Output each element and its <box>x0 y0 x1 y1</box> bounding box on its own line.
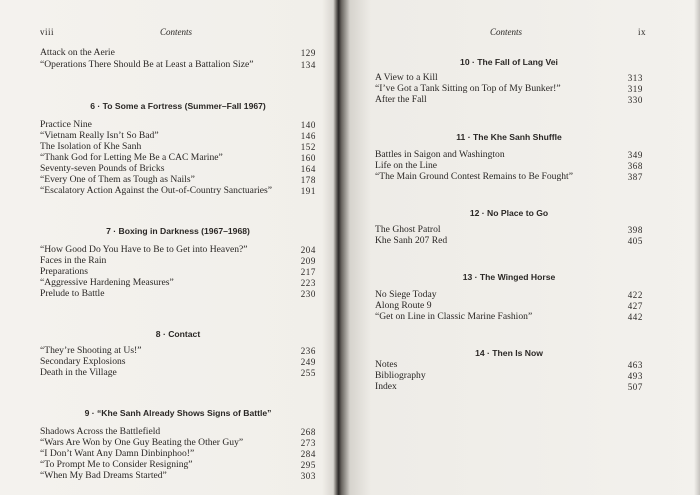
entry-page: 249 <box>300 357 316 367</box>
entry-title: A View to a Kill <box>375 72 438 83</box>
entry-page: 507 <box>627 382 643 392</box>
page-edge-shadow <box>694 0 700 495</box>
chapter-heading: 7 · Boxing in Darkness (1967–1968) <box>106 226 250 236</box>
entry-title: No Siege Today <box>375 289 437 300</box>
entry-title: Practice Nine <box>40 119 92 130</box>
entry-title: “They’re Shooting at Us!” <box>40 345 142 356</box>
entry-title: “The Main Ground Contest Remains to Be Fought” <box>375 171 573 182</box>
entry-title: Death in the Village <box>40 367 117 378</box>
entry-page: 330 <box>627 95 643 105</box>
entry-page: 493 <box>627 371 643 381</box>
entry-page: 209 <box>300 256 316 266</box>
entry-title: “Every One of Them as Tough as Nails” <box>40 174 195 185</box>
entry-title: “Wars Are Won by One Guy Beating the Other Guy” <box>40 437 244 448</box>
entry-page: 398 <box>627 225 643 235</box>
entry-page: 140 <box>300 120 316 130</box>
left-folio: viii <box>40 27 55 37</box>
entry-page: 303 <box>300 471 316 481</box>
entry-page: 178 <box>300 175 316 185</box>
entry-title: “I’ve Got a Tank Sitting on Top of My Bunker!” <box>375 83 561 94</box>
entry-title: Battles in Saigon and Washington <box>375 149 505 160</box>
entry-title: “When My Bad Dreams Started” <box>40 470 167 481</box>
entry-page: 230 <box>300 289 316 299</box>
chapter-heading: 12 · No Place to Go <box>469 208 549 218</box>
right-running-head: Contents <box>490 27 523 37</box>
entry-page: 191 <box>300 186 316 196</box>
entry-page: 463 <box>627 360 643 370</box>
chapter-heading: 13 · The Winged Horse <box>462 272 556 282</box>
chapter-heading: 14 · Then Is Now <box>475 348 543 358</box>
left-page <box>0 0 336 495</box>
entry-title: “How Good Do You Have to Be to Get into Heaven?” <box>40 244 248 255</box>
entry-page: 134 <box>300 60 316 70</box>
left-running-head: Contents <box>160 27 193 37</box>
entry-page: 422 <box>627 290 643 300</box>
entry-page: 146 <box>300 131 316 141</box>
entry-page: 129 <box>300 48 316 58</box>
entry-title: Preparations <box>40 266 88 277</box>
entry-page: 268 <box>300 427 316 437</box>
entry-title: After the Fall <box>375 94 427 105</box>
entry-title: Along Route 9 <box>375 300 432 311</box>
chapter-heading: 11 · The Khe Sanh Shuffle <box>456 132 562 142</box>
entry-page: 427 <box>627 301 643 311</box>
entry-title: “Thank God for Letting Me Be a CAC Marine” <box>40 152 223 163</box>
entry-page: 160 <box>300 153 316 163</box>
entry-page: 152 <box>300 142 316 152</box>
entry-page: 405 <box>627 236 643 246</box>
entry-page: 273 <box>300 438 316 448</box>
entry-page: 368 <box>627 161 643 171</box>
right-folio: ix <box>638 27 647 37</box>
right-page <box>344 0 700 495</box>
entry-title: “I Don’t Want Any Damn Dinbinphoo!” <box>40 448 195 459</box>
entry-title: “Operations There Should Be at Least a Battalion Size” <box>40 59 254 70</box>
entry-title: The Isolation of Khe Sanh <box>40 141 142 152</box>
entry-title: Life on the Line <box>375 160 438 171</box>
entry-page: 313 <box>627 73 643 83</box>
entry-page: 295 <box>300 460 316 470</box>
chapter-heading: 6 · To Some a Fortress (Summer–Fall 1967) <box>90 101 266 111</box>
entry-page: 349 <box>627 150 643 160</box>
entry-title: Prelude to Battle <box>40 288 105 299</box>
entry-title: Index <box>375 381 397 392</box>
entry-page: 319 <box>627 84 643 94</box>
entry-page: 236 <box>300 346 316 356</box>
entry-page: 284 <box>300 449 316 459</box>
entry-title: “Escalatory Action Against the Out-of-Country Sanctuaries” <box>40 185 273 196</box>
entry-page: 387 <box>627 172 643 182</box>
entry-title: “To Prompt Me to Consider Resigning” <box>40 459 193 470</box>
entry-title: Secondary Explosions <box>40 356 126 367</box>
entry-title: Attack on the Aerie <box>40 47 115 58</box>
entry-title: Faces in the Rain <box>40 255 107 266</box>
entry-title: Shadows Across the Battlefield <box>40 426 161 437</box>
entry-title: “Get on Line in Classic Marine Fashion” <box>375 311 533 322</box>
entry-page: 164 <box>300 164 316 174</box>
entry-title: “Vietnam Really Isn’t So Bad” <box>40 130 159 141</box>
chapter-heading: 9 · “Khe Sanh Already Shows Signs of Battle” <box>84 408 272 418</box>
entry-page: 255 <box>300 368 316 378</box>
entry-title: Khe Sanh 207 Red <box>375 235 448 246</box>
entry-title: Bibliography <box>375 370 426 381</box>
entry-title: “Aggressive Hardening Measures” <box>40 277 174 288</box>
entry-page: 442 <box>627 312 643 322</box>
entry-page: 223 <box>300 278 316 288</box>
entry-title: Notes <box>375 359 398 370</box>
entry-page: 204 <box>300 245 316 255</box>
entry-title: The Ghost Patrol <box>375 224 441 235</box>
chapter-heading: 8 · Contact <box>155 329 201 339</box>
chapter-heading: 10 · The Fall of Lang Vei <box>460 57 558 67</box>
entry-title: Seventy-seven Pounds of Bricks <box>40 163 165 174</box>
entry-page: 217 <box>300 267 316 277</box>
